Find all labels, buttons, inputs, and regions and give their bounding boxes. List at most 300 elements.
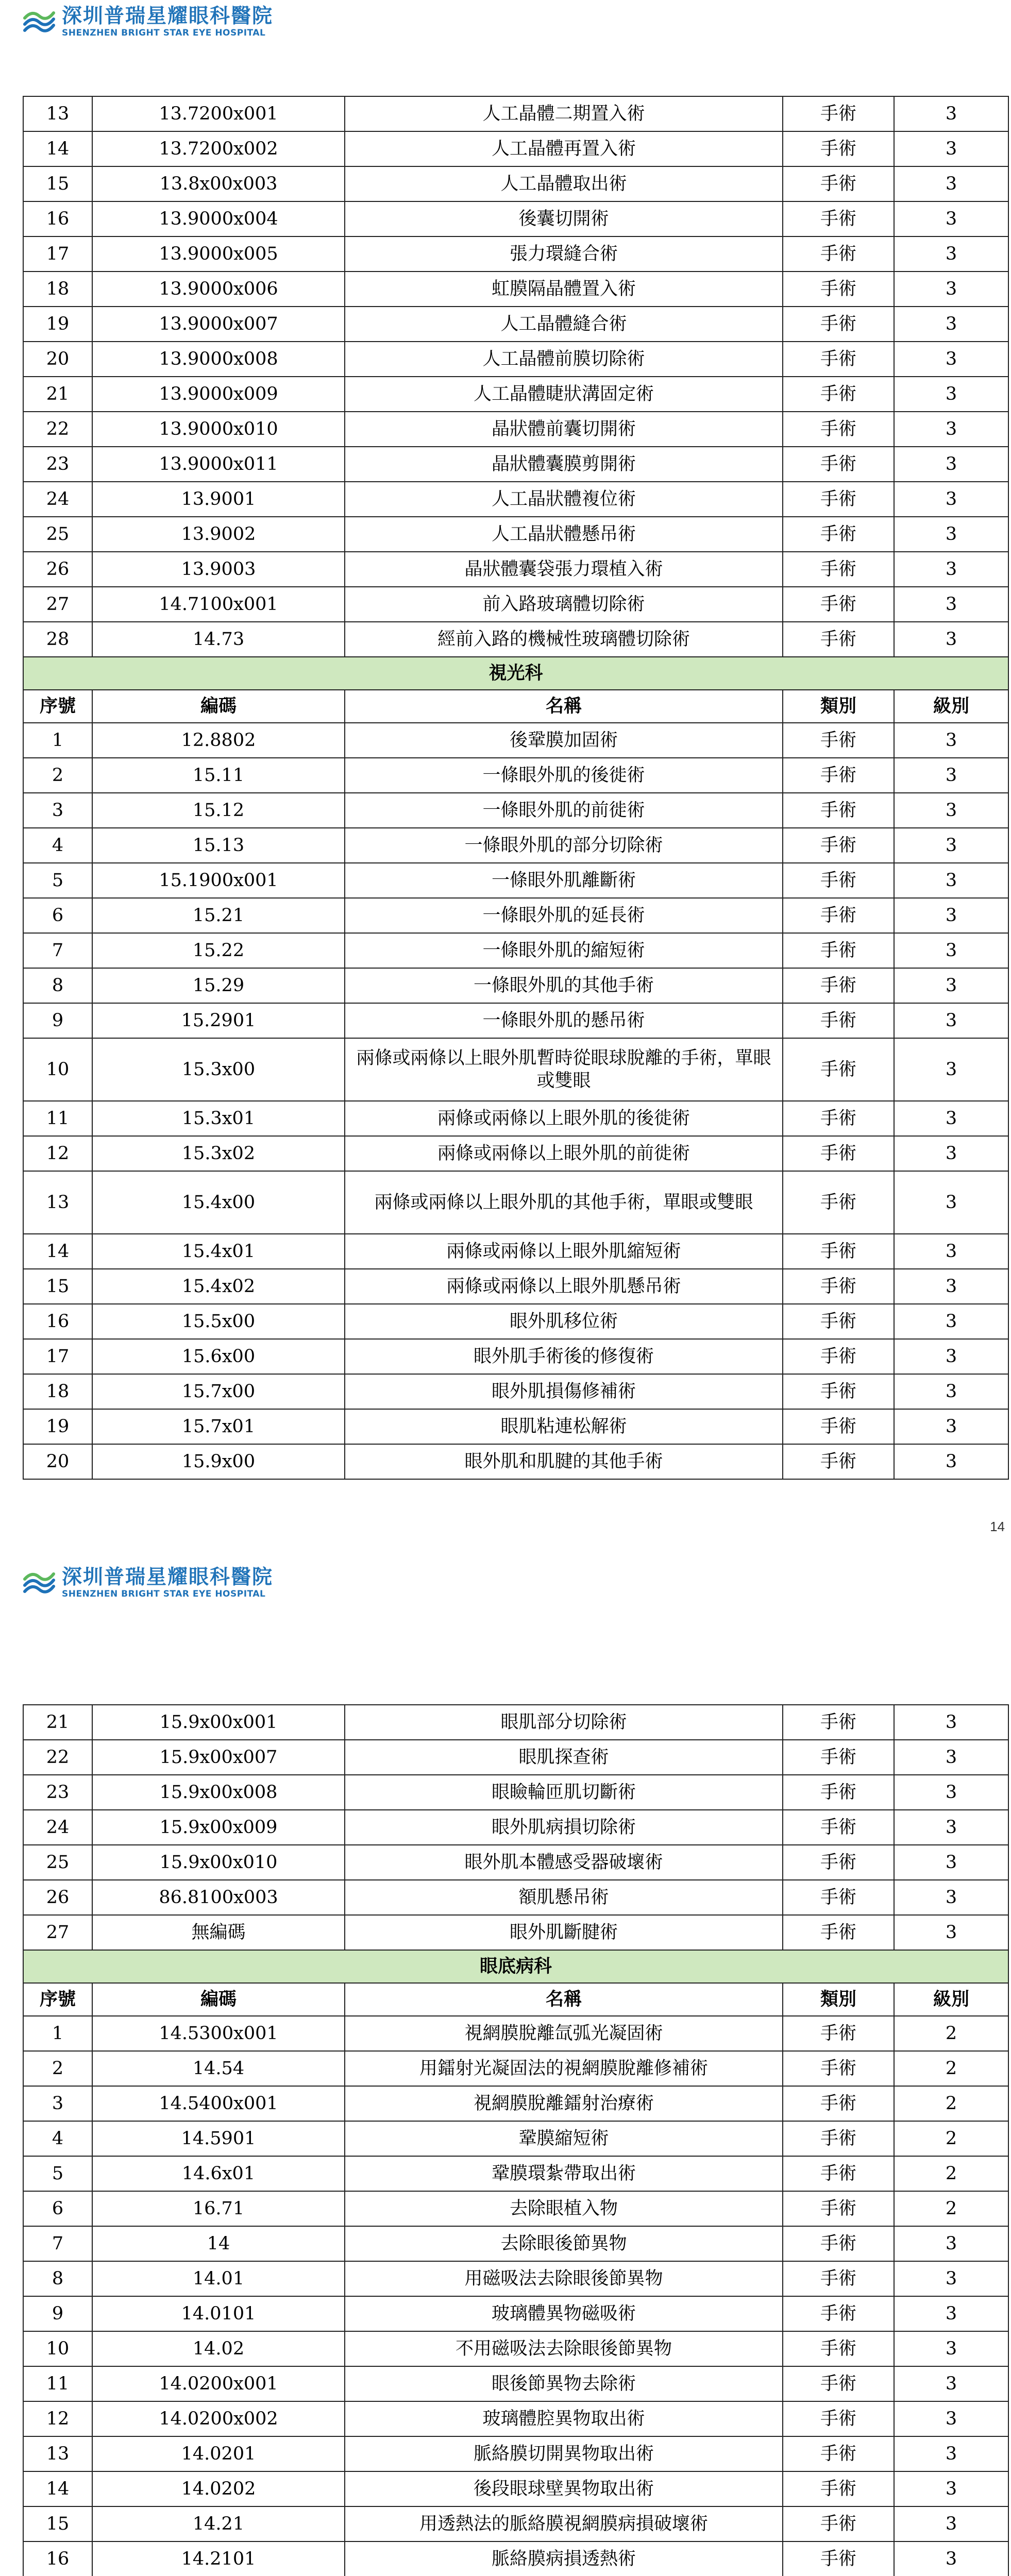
table-row	[23, 131, 1008, 166]
table-row	[23, 342, 1008, 377]
cell-name: 人工晶體取出術	[345, 166, 783, 201]
cell-level: 3	[894, 1705, 1008, 1740]
header-name: 名稱	[345, 1983, 783, 2016]
cell-level: 3	[894, 2261, 1008, 2296]
cell-name: 鞏膜環紮帶取出術	[345, 2156, 783, 2191]
cell-type: 手術	[783, 2226, 894, 2261]
cell-type: 手術	[783, 758, 894, 793]
cell-no: 17	[23, 236, 92, 272]
cell-code: 13.7200x002	[92, 131, 345, 166]
procedure-table-page-15	[23, 1704, 1009, 2576]
cell-level: 3	[894, 1304, 1008, 1339]
table-header-row	[23, 690, 1008, 723]
table-row	[23, 1444, 1008, 1479]
table-row	[23, 933, 1008, 968]
cell-code: 15.9x00x009	[92, 1810, 345, 1845]
cell-code: 15.4x01	[92, 1234, 345, 1269]
cell-name: 人工晶體再置入術	[345, 131, 783, 166]
cell-level: 2	[894, 2191, 1008, 2226]
cell-type: 手術	[783, 1775, 894, 1810]
cell-type: 手術	[783, 1003, 894, 1038]
cell-no: 17	[23, 1339, 92, 1374]
table-row	[23, 2086, 1008, 2121]
hospital-name-cn: 深圳普瑞星耀眼科醫院	[62, 1566, 274, 1589]
cell-level: 3	[894, 552, 1008, 587]
cell-code: 14.7100x001	[92, 587, 345, 622]
cell-name: 眼外肌和肌腱的其他手術	[345, 1444, 783, 1479]
cell-type: 手術	[783, 1444, 894, 1479]
cell-type: 手術	[783, 2296, 894, 2331]
cell-name: 眼外肌病損切除術	[345, 1810, 783, 1845]
cell-no: 14	[23, 131, 92, 166]
cell-no: 3	[23, 793, 92, 828]
cell-code: 15.11	[92, 758, 345, 793]
cell-level: 3	[894, 1444, 1008, 1479]
cell-type: 手術	[783, 1101, 894, 1136]
cell-no: 6	[23, 898, 92, 933]
cell-code: 14.73	[92, 622, 345, 657]
cell-code: 15.22	[92, 933, 345, 968]
cell-no: 26	[23, 552, 92, 587]
cell-code: 15.9x00x008	[92, 1775, 345, 1810]
cell-no: 22	[23, 412, 92, 447]
cell-level: 3	[894, 482, 1008, 517]
cell-type: 手術	[783, 482, 894, 517]
cell-type: 手術	[783, 2016, 894, 2051]
cell-name: 一條眼外肌的延長術	[345, 898, 783, 933]
cell-no: 20	[23, 342, 92, 377]
cell-type: 手術	[783, 272, 894, 307]
table-row	[23, 1775, 1008, 1810]
cell-code: 13.9001	[92, 482, 345, 517]
cell-no: 20	[23, 1444, 92, 1479]
cell-level: 3	[894, 517, 1008, 552]
cell-name: 人工晶狀體懸吊術	[345, 517, 783, 552]
cell-level: 3	[894, 2226, 1008, 2261]
cell-code: 15.9x00x001	[92, 1705, 345, 1740]
cell-code: 14.21	[92, 2506, 345, 2541]
table-row	[23, 1880, 1008, 1915]
cell-type: 手術	[783, 1705, 894, 1740]
cell-name: 脈絡膜切開異物取出術	[345, 2436, 783, 2471]
cell-name: 眼肌粘連松解術	[345, 1409, 783, 1444]
table-row	[23, 1101, 1008, 1136]
cell-type: 手術	[783, 2156, 894, 2191]
table-row	[23, 2506, 1008, 2541]
cell-name: 視網膜脫離鐳射治療術	[345, 2086, 783, 2121]
cell-level: 3	[894, 377, 1008, 412]
table-row	[23, 1003, 1008, 1038]
cell-code: 14.5901	[92, 2121, 345, 2156]
cell-level: 3	[894, 131, 1008, 166]
table-row	[23, 758, 1008, 793]
cell-code: 14.2101	[92, 2541, 345, 2576]
cell-code: 15.9x00x007	[92, 1740, 345, 1775]
cell-type: 手術	[783, 2121, 894, 2156]
cell-type: 手術	[783, 2401, 894, 2436]
cell-code: 15.29	[92, 968, 345, 1003]
cell-type: 手術	[783, 2436, 894, 2471]
table-row	[23, 1136, 1008, 1171]
cell-no: 1	[23, 2016, 92, 2051]
cell-name: 兩條或兩條以上眼外肌的其他手術，單眼或雙眼	[345, 1171, 783, 1234]
cell-no: 18	[23, 272, 92, 307]
cell-level: 3	[894, 1101, 1008, 1136]
cell-name: 用透熱法的脈絡膜視網膜病損破壞術	[345, 2506, 783, 2541]
cell-type: 手術	[783, 1304, 894, 1339]
cell-code: 14.54	[92, 2051, 345, 2086]
cell-code: 15.3x01	[92, 1101, 345, 1136]
cell-type: 手術	[783, 968, 894, 1003]
table-header-row	[23, 1983, 1008, 2016]
cell-no: 27	[23, 1915, 92, 1950]
cell-code: 14.0200x001	[92, 2366, 345, 2401]
cell-no: 21	[23, 377, 92, 412]
cell-code: 13.9000x006	[92, 272, 345, 307]
procedure-table-page-14	[23, 96, 1009, 1480]
cell-type: 手術	[783, 2086, 894, 2121]
cell-code: 13.9000x004	[92, 201, 345, 236]
cell-type: 手術	[783, 2051, 894, 2086]
header-level: 級別	[894, 690, 1008, 723]
cell-no: 24	[23, 1810, 92, 1845]
table-row	[23, 1304, 1008, 1339]
cell-name: 人工晶體縫合術	[345, 307, 783, 342]
cell-level: 3	[894, 898, 1008, 933]
cell-no: 7	[23, 2226, 92, 2261]
cell-type: 手術	[783, 2191, 894, 2226]
cell-level: 3	[894, 1915, 1008, 1950]
cell-name: 兩條或兩條以上眼外肌暫時從眼球脫離的手術，單眼或雙眼	[345, 1038, 783, 1101]
cell-no: 3	[23, 2086, 92, 2121]
cell-name: 前入路玻璃體切除術	[345, 587, 783, 622]
cell-level: 3	[894, 307, 1008, 342]
cell-name: 眼肌探查術	[345, 1740, 783, 1775]
cell-code: 13.9003	[92, 552, 345, 587]
hospital-name-cn: 深圳普瑞星耀眼科醫院	[62, 5, 274, 28]
cell-no: 18	[23, 1374, 92, 1409]
cell-code: 15.5x00	[92, 1304, 345, 1339]
cell-name: 後段眼球壁異物取出術	[345, 2471, 783, 2506]
cell-level: 3	[894, 2541, 1008, 2576]
cell-level: 3	[894, 758, 1008, 793]
table-row	[23, 447, 1008, 482]
cell-level: 3	[894, 2401, 1008, 2436]
cell-name: 兩條或兩條以上眼外肌懸吊術	[345, 1269, 783, 1304]
cell-type: 手術	[783, 131, 894, 166]
cell-code: 14.02	[92, 2331, 345, 2366]
cell-name: 視網膜脫離氙弧光凝固術	[345, 2016, 783, 2051]
cell-name: 一條眼外肌的縮短術	[345, 933, 783, 968]
cell-name: 去除眼植入物	[345, 2191, 783, 2226]
cell-level: 3	[894, 863, 1008, 898]
cell-no: 15	[23, 1269, 92, 1304]
cell-type: 手術	[783, 622, 894, 657]
document-page-15	[0, 1546, 1011, 2576]
cell-name: 鞏膜縮短術	[345, 2121, 783, 2156]
cell-name: 後鞏膜加固術	[345, 723, 783, 758]
cell-type: 手術	[783, 1038, 894, 1101]
cell-code: 13.9000x010	[92, 412, 345, 447]
table-row	[23, 1171, 1008, 1234]
header-code: 編碼	[92, 690, 345, 723]
hospital-name-en: SHENZHEN BRIGHT STAR EYE HOSPITAL	[62, 28, 266, 38]
cell-no: 1	[23, 723, 92, 758]
cell-level: 3	[894, 1374, 1008, 1409]
cell-no: 12	[23, 2401, 92, 2436]
cell-type: 手術	[783, 1374, 894, 1409]
table-row	[23, 2471, 1008, 2506]
cell-no: 2	[23, 2051, 92, 2086]
cell-no: 5	[23, 863, 92, 898]
table-row	[23, 863, 1008, 898]
header-name: 名稱	[345, 690, 783, 723]
header-type: 類別	[783, 690, 894, 723]
cell-type: 手術	[783, 863, 894, 898]
cell-no: 11	[23, 2366, 92, 2401]
cell-no: 19	[23, 1409, 92, 1444]
table-row	[23, 1409, 1008, 1444]
table-row	[23, 307, 1008, 342]
cell-no: 15	[23, 2506, 92, 2541]
cell-code: 14.5300x001	[92, 2016, 345, 2051]
cell-level: 3	[894, 96, 1008, 131]
cell-code: 13.9000x007	[92, 307, 345, 342]
cell-level: 3	[894, 342, 1008, 377]
cell-code: 15.3x00	[92, 1038, 345, 1101]
cell-name: 一條眼外肌的懸吊術	[345, 1003, 783, 1038]
table-row	[23, 552, 1008, 587]
cell-code: 86.8100x003	[92, 1880, 345, 1915]
cell-type: 手術	[783, 2261, 894, 2296]
table-row	[23, 2436, 1008, 2471]
cell-name: 玻璃體腔異物取出術	[345, 2401, 783, 2436]
cell-no: 4	[23, 828, 92, 863]
cell-code: 15.2901	[92, 1003, 345, 1038]
page-number: 14	[990, 1519, 1005, 1534]
cell-code: 13.9000x008	[92, 342, 345, 377]
cell-name: 眼肌部分切除術	[345, 1705, 783, 1740]
cell-name: 眼外肌斷腱術	[345, 1915, 783, 1950]
cell-type: 手術	[783, 2541, 894, 2576]
cell-level: 3	[894, 1171, 1008, 1234]
cell-code: 14.0201	[92, 2436, 345, 2471]
table-row	[23, 587, 1008, 622]
cell-name: 兩條或兩條以上眼外肌的前徙術	[345, 1136, 783, 1171]
section-title: 視光科	[23, 657, 1008, 690]
cell-level: 3	[894, 622, 1008, 657]
cell-level: 3	[894, 201, 1008, 236]
cell-code: 15.9x00x010	[92, 1845, 345, 1880]
cell-code: 15.12	[92, 793, 345, 828]
table-row	[23, 828, 1008, 863]
table-row	[23, 412, 1008, 447]
cell-code: 14	[92, 2226, 345, 2261]
cell-name: 眼外肌損傷修補術	[345, 1374, 783, 1409]
table-row	[23, 1740, 1008, 1775]
cell-code: 13.8x00x003	[92, 166, 345, 201]
cell-level: 3	[894, 1740, 1008, 1775]
cell-no: 10	[23, 2331, 92, 2366]
cell-level: 2	[894, 2051, 1008, 2086]
cell-level: 3	[894, 2506, 1008, 2541]
cell-name: 一條眼外肌的前徙術	[345, 793, 783, 828]
cell-level: 3	[894, 447, 1008, 482]
header-no: 序號	[23, 1983, 92, 2016]
cell-type: 手術	[783, 377, 894, 412]
cell-name: 眼外肌本體感受器破壞術	[345, 1845, 783, 1880]
cell-level: 3	[894, 1880, 1008, 1915]
cell-name: 晶狀體前囊切開術	[345, 412, 783, 447]
cell-no: 28	[23, 622, 92, 657]
table-row	[23, 898, 1008, 933]
cell-code: 15.6x00	[92, 1339, 345, 1374]
table-row	[23, 1845, 1008, 1880]
cell-no: 13	[23, 96, 92, 131]
cell-level: 3	[894, 723, 1008, 758]
cell-code: 13.9002	[92, 517, 345, 552]
cell-no: 27	[23, 587, 92, 622]
table-row	[23, 201, 1008, 236]
hospital-logo	[23, 1566, 273, 1599]
cell-name: 晶狀體囊膜剪開術	[345, 447, 783, 482]
cell-type: 手術	[783, 447, 894, 482]
cell-no: 8	[23, 2261, 92, 2296]
cell-code: 15.1900x001	[92, 863, 345, 898]
cell-type: 手術	[783, 1740, 894, 1775]
cell-code: 13.7200x001	[92, 96, 345, 131]
cell-type: 手術	[783, 166, 894, 201]
table-row	[23, 723, 1008, 758]
cell-level: 3	[894, 1038, 1008, 1101]
cell-no: 14	[23, 2471, 92, 2506]
table-row	[23, 1339, 1008, 1374]
cell-code: 14.0101	[92, 2296, 345, 2331]
cell-no: 9	[23, 1003, 92, 1038]
cell-level: 3	[894, 933, 1008, 968]
cell-name: 一條眼外肌的後徙術	[345, 758, 783, 793]
cell-type: 手術	[783, 307, 894, 342]
cell-code: 13.9000x005	[92, 236, 345, 272]
cell-no: 2	[23, 758, 92, 793]
cell-type: 手術	[783, 1880, 894, 1915]
cell-code: 15.4x00	[92, 1171, 345, 1234]
cell-type: 手術	[783, 1915, 894, 1950]
table-row	[23, 2331, 1008, 2366]
cell-level: 2	[894, 2121, 1008, 2156]
cell-level: 2	[894, 2016, 1008, 2051]
cell-type: 手術	[783, 1845, 894, 1880]
cell-code: 14.0200x002	[92, 2401, 345, 2436]
cell-name: 人工晶體前膜切除術	[345, 342, 783, 377]
cell-name: 玻璃體異物磁吸術	[345, 2296, 783, 2331]
cell-type: 手術	[783, 1234, 894, 1269]
cell-no: 21	[23, 1705, 92, 1740]
cell-level: 3	[894, 1003, 1008, 1038]
cell-level: 2	[894, 2086, 1008, 2121]
cell-type: 手術	[783, 793, 894, 828]
table-row	[23, 1374, 1008, 1409]
cell-code: 13.9000x011	[92, 447, 345, 482]
cell-name: 一條眼外肌離斷術	[345, 863, 783, 898]
table-row	[23, 236, 1008, 272]
cell-code: 15.4x02	[92, 1269, 345, 1304]
cell-name: 眼外肌手術後的修復術	[345, 1339, 783, 1374]
eye-wave-logo-icon	[23, 1568, 56, 1598]
cell-name: 兩條或兩條以上眼外肌縮短術	[345, 1234, 783, 1269]
cell-type: 手術	[783, 96, 894, 131]
table-row	[23, 2296, 1008, 2331]
cell-name: 用磁吸法去除眼後節異物	[345, 2261, 783, 2296]
table-row	[23, 1705, 1008, 1740]
cell-level: 3	[894, 1409, 1008, 1444]
eye-wave-logo-icon	[23, 7, 56, 37]
cell-type: 手術	[783, 412, 894, 447]
table-row	[23, 2191, 1008, 2226]
section-title: 眼底病科	[23, 1950, 1008, 1983]
cell-code: 無編碼	[92, 1915, 345, 1950]
table-row	[23, 2016, 1008, 2051]
cell-no: 4	[23, 2121, 92, 2156]
cell-code: 15.3x02	[92, 1136, 345, 1171]
cell-code: 12.8802	[92, 723, 345, 758]
table-row	[23, 793, 1008, 828]
cell-name: 眼瞼輪匝肌切斷術	[345, 1775, 783, 1810]
cell-name: 去除眼後節異物	[345, 2226, 783, 2261]
cell-level: 3	[894, 968, 1008, 1003]
cell-level: 3	[894, 1845, 1008, 1880]
cell-type: 手術	[783, 2506, 894, 2541]
cell-name: 眼後節異物去除術	[345, 2366, 783, 2401]
hospital-name-en: SHENZHEN BRIGHT STAR EYE HOSPITAL	[62, 1589, 266, 1599]
table-row	[23, 2121, 1008, 2156]
cell-name: 一條眼外肌的部分切除術	[345, 828, 783, 863]
cell-no: 16	[23, 201, 92, 236]
cell-code: 13.9000x009	[92, 377, 345, 412]
cell-no: 16	[23, 1304, 92, 1339]
cell-no: 22	[23, 1740, 92, 1775]
cell-type: 手術	[783, 342, 894, 377]
table-row	[23, 2226, 1008, 2261]
table-row	[23, 1038, 1008, 1101]
table-row	[23, 517, 1008, 552]
cell-name: 額肌懸吊術	[345, 1880, 783, 1915]
hospital-logo	[23, 5, 273, 38]
cell-no: 12	[23, 1136, 92, 1171]
cell-level: 3	[894, 1269, 1008, 1304]
cell-no: 16	[23, 2541, 92, 2576]
cell-code: 15.7x00	[92, 1374, 345, 1409]
cell-type: 手術	[783, 1269, 894, 1304]
cell-no: 25	[23, 1845, 92, 1880]
cell-type: 手術	[783, 552, 894, 587]
cell-level: 2	[894, 2156, 1008, 2191]
cell-name: 人工晶體二期置入術	[345, 96, 783, 131]
cell-type: 手術	[783, 828, 894, 863]
cell-type: 手術	[783, 1409, 894, 1444]
cell-no: 7	[23, 933, 92, 968]
cell-type: 手術	[783, 1339, 894, 1374]
cell-no: 24	[23, 482, 92, 517]
cell-level: 3	[894, 236, 1008, 272]
cell-no: 13	[23, 2436, 92, 2471]
table-row	[23, 482, 1008, 517]
cell-no: 11	[23, 1101, 92, 1136]
cell-name: 不用磁吸法去除眼後節異物	[345, 2331, 783, 2366]
cell-no: 5	[23, 2156, 92, 2191]
cell-level: 3	[894, 412, 1008, 447]
cell-type: 手術	[783, 933, 894, 968]
